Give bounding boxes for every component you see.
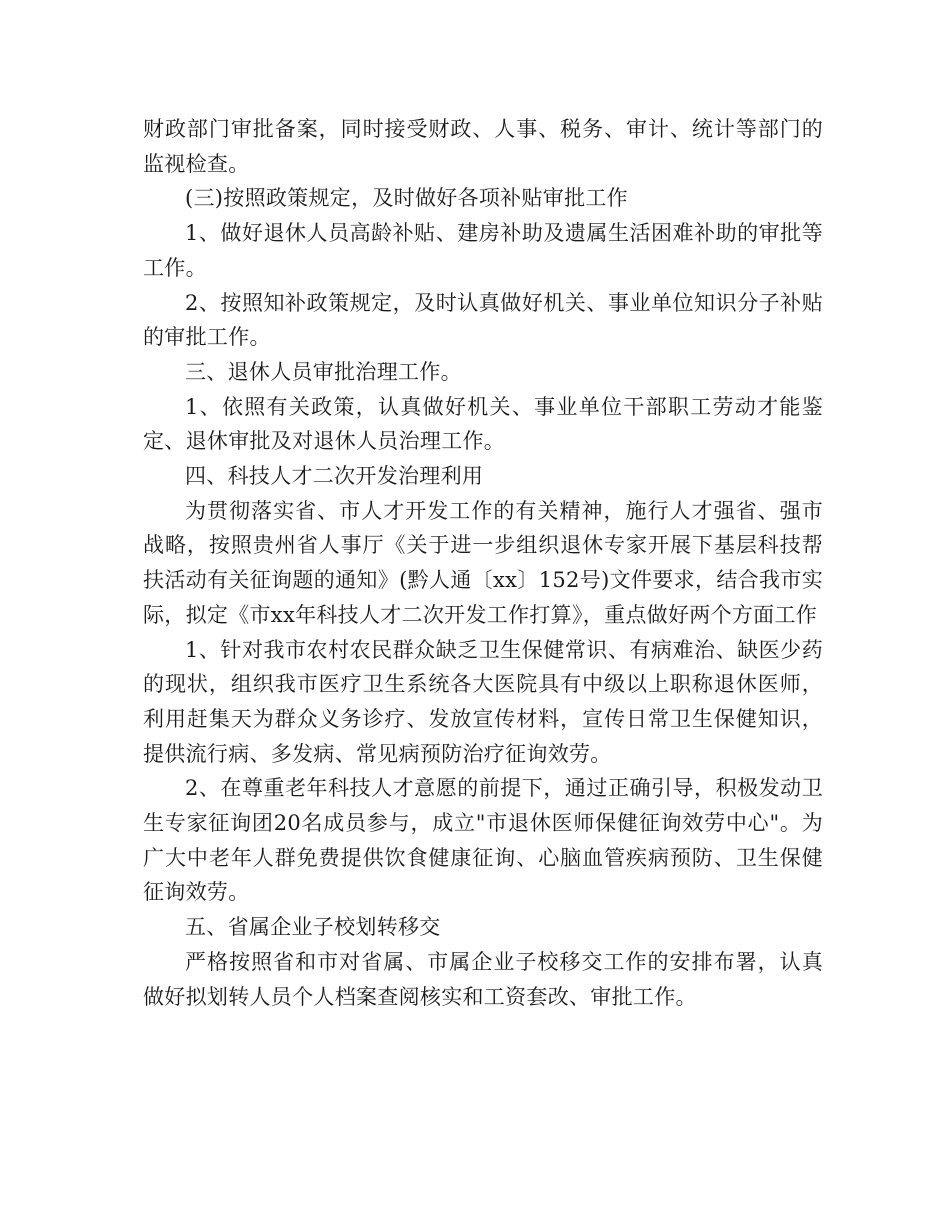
paragraph-10: 2、在尊重老年科技人才意愿的前提下，通过正确引导，积极发动卫生专家征询团20名成员参与，成立"市退休医师保健征询效劳中心"。为广大中老年人群免费提供饮食健康征询、心脑血管疾病预防、卫生保健征询效劳。 (143, 776, 823, 905)
paragraph-7: 四、科技人才二次开发治理利用 (185, 464, 484, 489)
paragraph-9: 1、针对我市农村农民群众缺乏卫生保健常识、有病难治、缺医少药的现状，组织我市医疗卫生系统各大医院具有中级以上职称退休医师，利用赶集天为群众义务诊疗、发放宣传材料，宣传日常卫生保健知识，提供流行病、多发病、常见病预防治疗征询效劳。 (143, 637, 823, 766)
paragraph-2: (三)按照政策规定，及时做好各项补贴审批工作 (185, 186, 628, 211)
paragraph-8: 为贯彻落实省、市人才开发工作的有关精神，施行人才强省、强市战略，按照贵州省人事厅《关于进一步组织退休专家开展下基层科技帮扶活动有关征询题的通知》(黔人通〔xx〕152号)文件要求，结合我市实际，拟定《市xx年科技人才二次开发工作打算》，重点做好两个方面工作 (143, 498, 823, 627)
paragraph-12: 严格按照省和市对省属、市属企业子校移交工作的安排布署，认真做好拟划转人员个人档案查阅核实和工资套改、审批工作。 (143, 949, 823, 1009)
document-body (143, 112, 823, 1014)
paragraph-1: 财政部门审批备案，同时接受财政、人事、税务、审计、统计等部门的监视检查。 (143, 117, 823, 176)
paragraph-6: 1、依照有关政策，认真做好机关、事业单位干部职工劳动才能鉴定、退休审批及对退休人员治理工作。 (143, 394, 823, 454)
paragraph-3: 1、做好退休人员高龄补贴、建房补助及遗属生活困难补助的审批等工作。 (143, 221, 823, 280)
paragraph-11: 五、省属企业子校划转移交 (185, 915, 441, 940)
paragraph-5: 三、退休人员审批治理工作。 (185, 359, 462, 384)
paragraph-4: 2、按照知补政策规定，及时认真做好机关、事业单位知识分子补贴的审批工作。 (143, 290, 823, 350)
